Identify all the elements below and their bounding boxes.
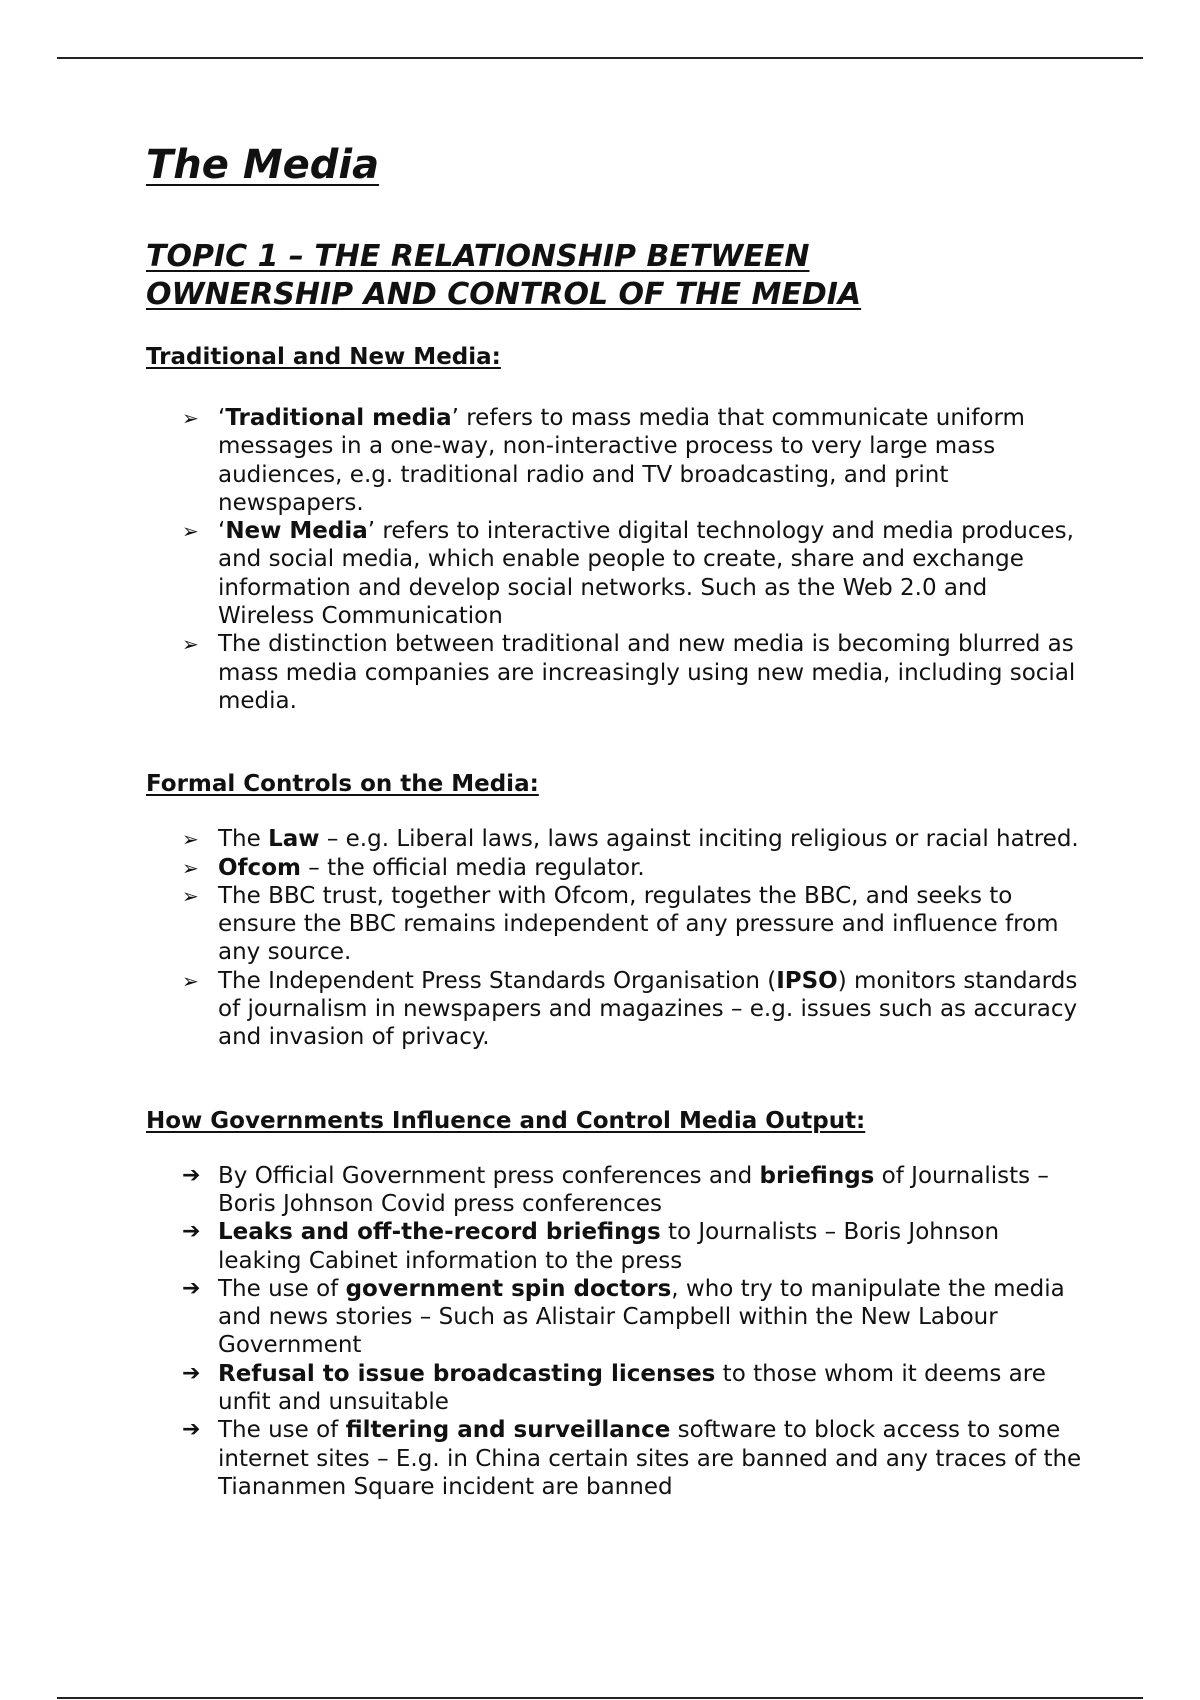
footer-rule	[57, 1697, 1143, 1699]
traditional-new-media-list	[146, 404, 1086, 715]
section-heading-traditional-new-media: Traditional and New Media:	[146, 344, 501, 370]
list-item: ➢ The Law – e.g. Liberal laws, laws against inciting religious or racial hatred.	[182, 826, 1079, 853]
list-item: ➢ Ofcom – the official media regulator.	[182, 854, 645, 881]
document-page	[146, 140, 1086, 1501]
formal-controls-list	[146, 825, 1086, 1051]
government-influence-list	[146, 1162, 1086, 1502]
section-heading-government-influence: How Governments Influence and Control Media Output:	[146, 1107, 866, 1134]
list-item: ➢ The BBC trust, together with Ofcom, regulates the BBC, and seeks to ensure the BBC remains independent of any pressure and influence from any source.	[182, 882, 1059, 966]
arrowhead-bullet-icon: ➢	[182, 632, 199, 657]
list-item: ➔ The use of government spin doctors, who try to manipulate the media and news stories – Such as Alistair Campbell within the New Labour Government	[182, 1275, 1065, 1359]
arrowhead-bullet-icon: ➢	[182, 406, 199, 430]
header-rule	[57, 57, 1143, 59]
list-item: ➢ The distinction between traditional and new media is becoming blurred as mass media companies are increasingly using new media, including social media.	[182, 631, 1076, 714]
list-item: ➢ ‘New Media’ refers to interactive digital technology and media produces, and social media, which enable people to create, share and exchange information and develop social networks. Such as the Web 2.0 and Wireless Communication	[182, 518, 1074, 630]
topic-heading-line2: OWNERSHIP AND CONTROL OF THE MEDIA	[146, 277, 862, 312]
list-item: ➢ The Independent Press Standards Organisation (IPSO) monitors standards of journalism in newspapers and magazines – e.g. issues such as accuracy and invasion of privacy.	[182, 967, 1078, 1051]
arrowhead-bullet-icon: ➢	[182, 968, 199, 993]
arrow-bullet-icon: ➔	[182, 1162, 201, 1188]
topic-heading	[146, 238, 1086, 314]
arrow-bullet-icon: ➔	[182, 1219, 201, 1245]
list-item: ➔ The use of filtering and surveillance software to block access to some internet sites – E.g. in China certain sites are banned and any traces of the Tiananmen Square incident are banned	[182, 1417, 1082, 1500]
list-item: ➔ Leaks and off-the-record briefings to Journalists – Boris Johnson leaking Cabinet information to the press	[182, 1219, 1000, 1274]
list-item: ➔ Refusal to issue broadcasting licenses to those whom it deems are unfit and unsuitable	[182, 1360, 1046, 1416]
document-title: The Media	[146, 142, 380, 188]
list-item: ➔ By Official Government press conferences and briefings of Journalists – Boris Johnson Covid press conferences	[182, 1162, 1049, 1217]
arrowhead-bullet-icon: ➢	[182, 827, 199, 852]
arrowhead-bullet-icon: ➢	[182, 855, 199, 880]
topic-heading-line1: TOPIC 1 – THE RELATIONSHIP BETWEEN	[146, 239, 810, 274]
arrowhead-bullet-icon: ➢	[182, 519, 199, 544]
arrow-bullet-icon: ➔	[182, 1417, 201, 1443]
arrow-bullet-icon: ➔	[182, 1360, 201, 1386]
arrowhead-bullet-icon: ➢	[182, 883, 199, 908]
list-item: ➢ ‘Traditional media’ refers to mass media that communicate uniform messages in a one-way, non-interactive process to very large mass audiences, e.g. traditional radio and TV broadcasting, and print newspapers.	[182, 405, 1025, 516]
section-heading-formal-controls: Formal Controls on the Media:	[146, 771, 539, 798]
arrow-bullet-icon: ➔	[182, 1275, 201, 1301]
